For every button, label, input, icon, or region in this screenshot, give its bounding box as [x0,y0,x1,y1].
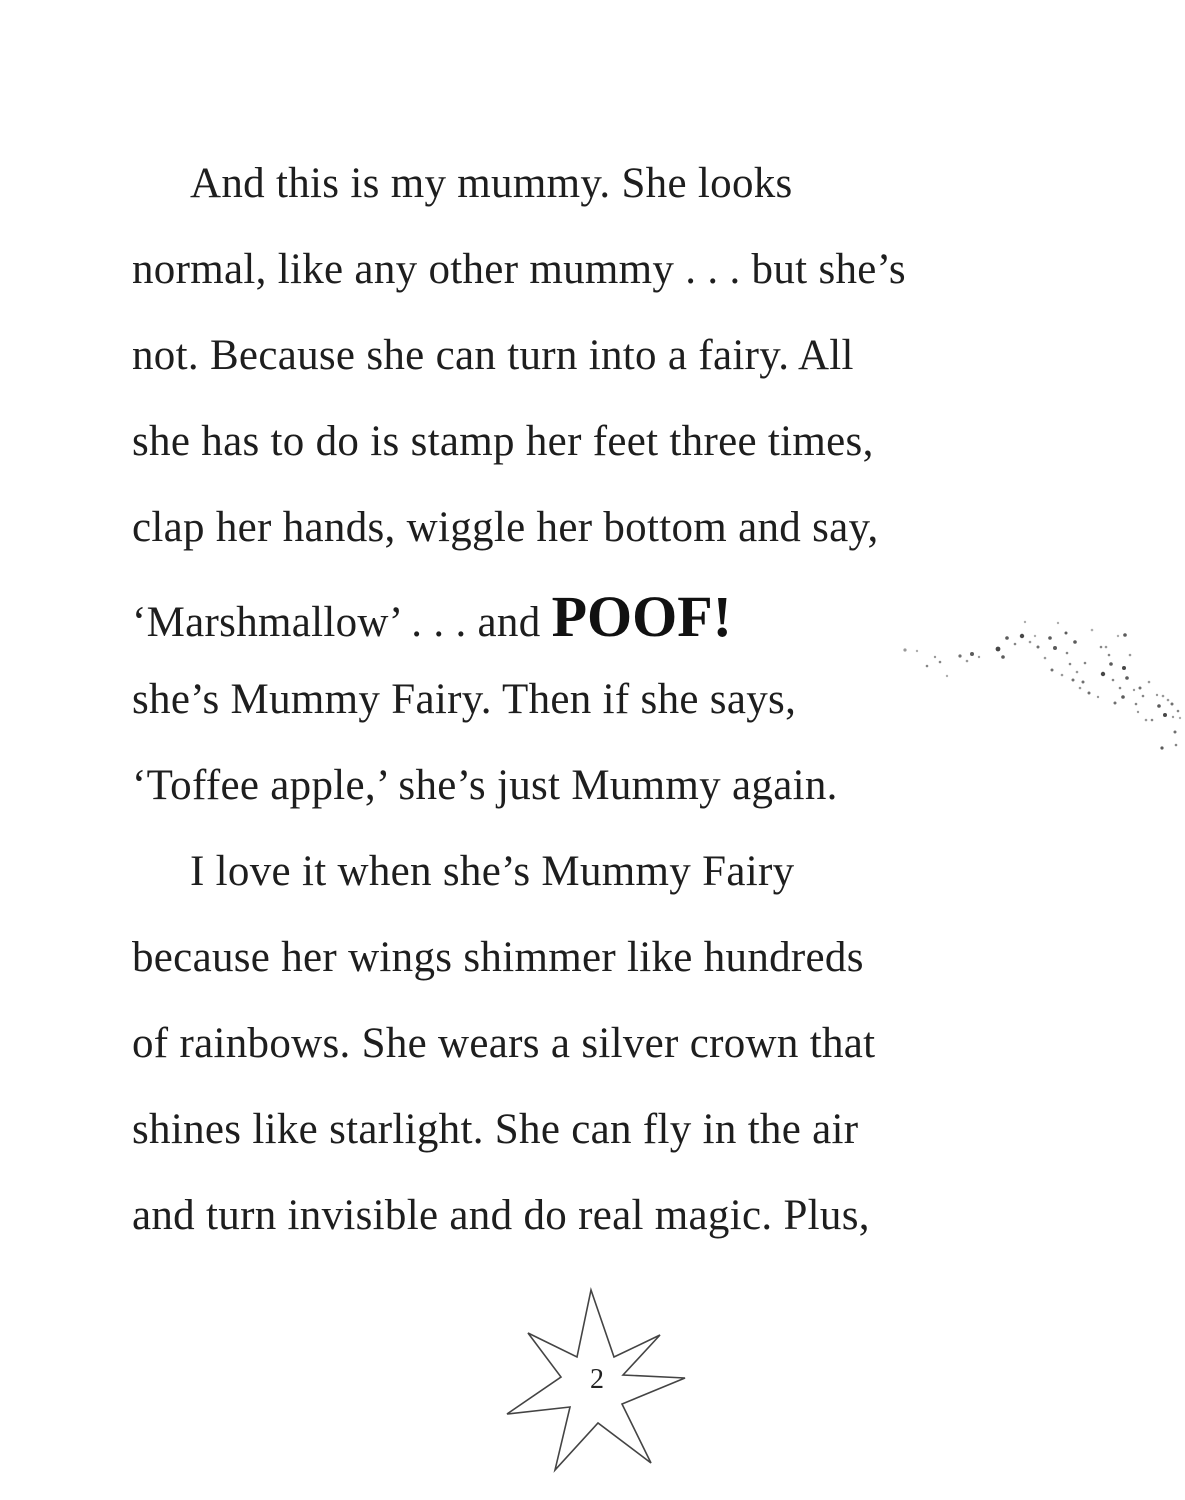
page-number-badge [490,1280,700,1480]
paragraph-2-line-4: shines like starlight. She can fly in the air [132,1106,859,1153]
paragraph-1-line-2: normal, like any other mummy . . . but she’s [132,246,906,293]
paragraph-1-line-4: she has to do is stamp her feet three times, [132,418,874,465]
paragraph-2-line-3: of rainbows. She wears a silver crown that [132,1020,876,1067]
paragraph-1-line-1: And this is my mummy. She looks [190,160,793,207]
paragraph-1-line-8: ‘Toffee apple,’ she’s just Mummy again. [132,762,838,809]
marshmallow-text: ‘Marshmallow’ . . . and [132,599,552,646]
paragraph-1-line-7: she’s Mummy Fairy. Then if she says, [132,676,797,723]
page-number: 2 [590,1364,604,1395]
sparkle-dust-icon [880,600,1185,770]
paragraph-2-line-5: and turn invisible and do real magic. Plus, [132,1192,870,1239]
paragraph-2-line-1: I love it when she’s Mummy Fairy [190,848,795,895]
poof-emphasis: POOF! [551,584,732,649]
paragraph-1-line-5: clap her hands, wiggle her bottom and say, [132,504,879,551]
paragraph-1-line-6 [132,584,732,649]
paragraph-2-line-2: because her wings shimmer like hundreds [132,934,864,981]
paragraph-1-line-3: not. Because she can turn into a fairy. All [132,332,854,379]
